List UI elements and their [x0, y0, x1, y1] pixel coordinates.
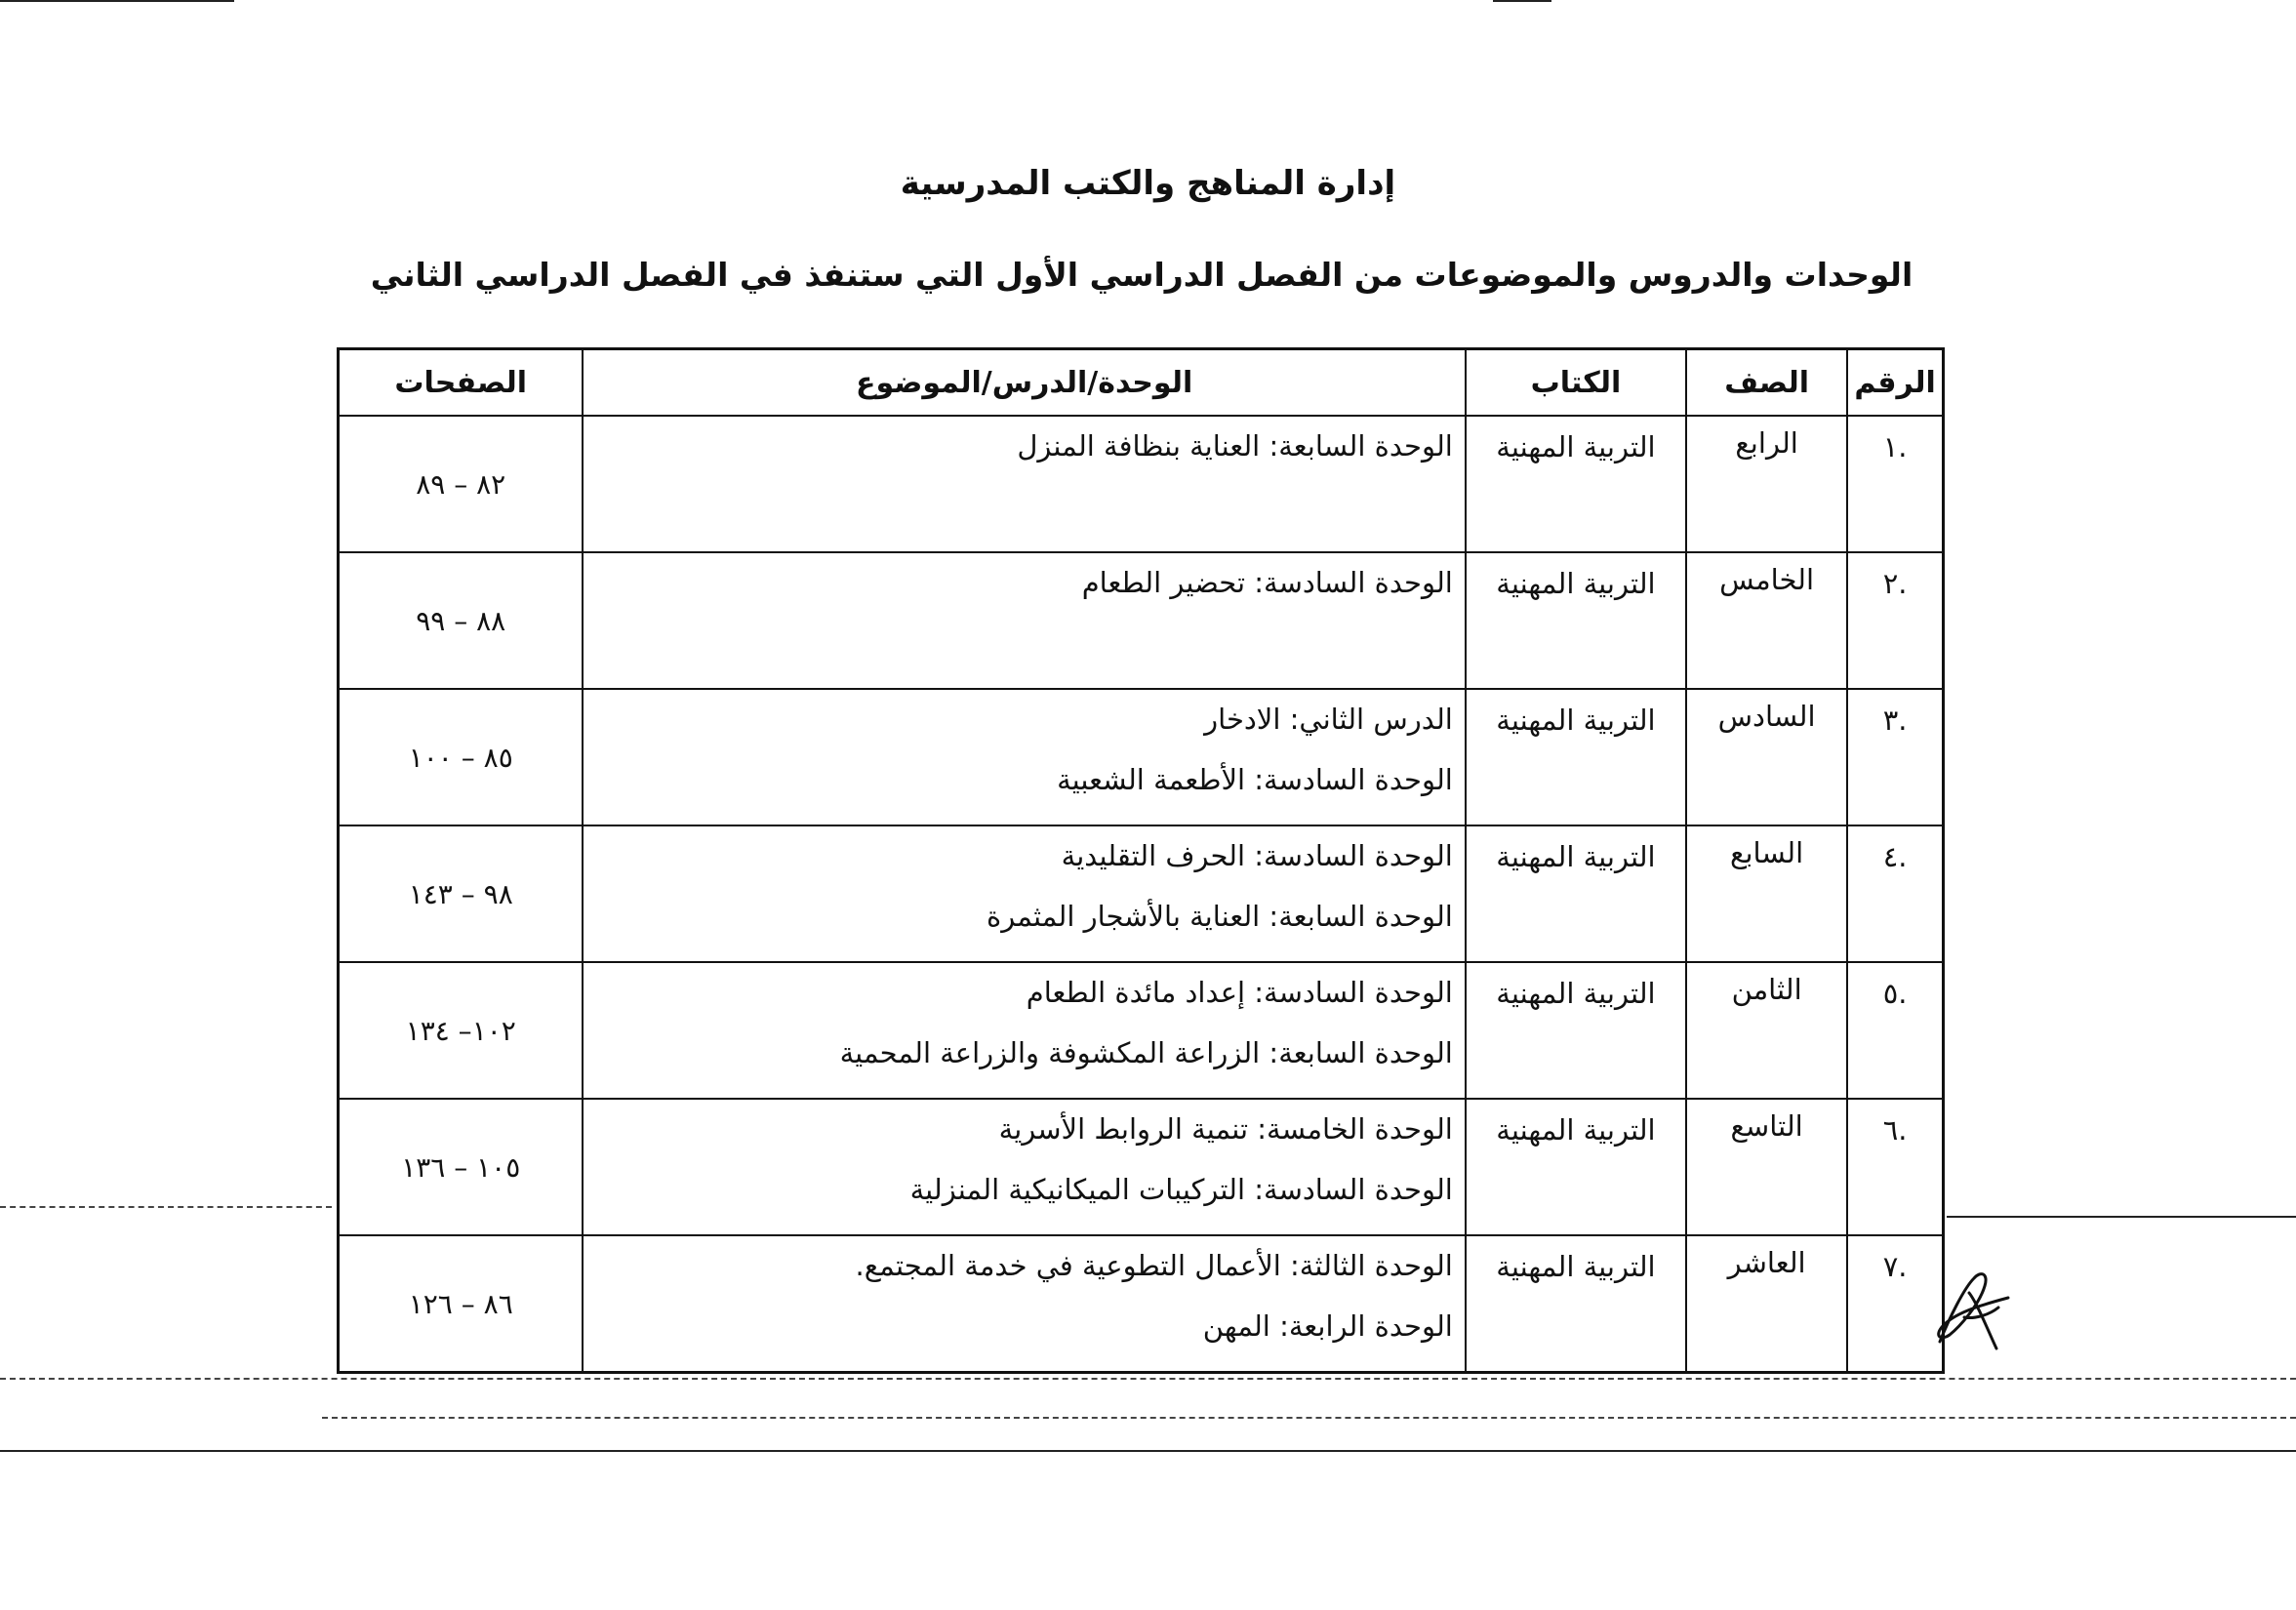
header-book: الكتاب [1466, 349, 1686, 417]
row-topic [583, 825, 1465, 962]
scan-artifact-line-5 [0, 1450, 2296, 1452]
row-grade: الخامس [1686, 552, 1847, 689]
signature-icon [1920, 1259, 2028, 1356]
row-grade: التاسع [1686, 1099, 1847, 1235]
row-topic [583, 689, 1465, 825]
row-grade: السابع [1686, 825, 1847, 962]
table-row [339, 416, 1944, 552]
row-number: .٧ [1847, 1235, 1943, 1373]
scan-artifact-line-4 [322, 1417, 2296, 1419]
topic-line: الوحدة السابعة: العناية بالأشجار المثمرة [987, 900, 1453, 933]
scan-edge-line-top-mid [1493, 0, 1551, 2]
scan-artifact-line-2 [1947, 1216, 2296, 1218]
row-number: .٢ [1847, 552, 1943, 689]
topic-line: الوحدة السادسة: إعداد مائدة الطعام [1026, 976, 1453, 1009]
row-number: .٤ [1847, 825, 1943, 962]
row-pages: ٩٨ – ١٤٣ [339, 825, 584, 962]
scan-artifact-line-1 [0, 1206, 332, 1208]
row-pages: ٨٥ – ١٠٠ [339, 689, 584, 825]
header-number: الرقم [1847, 349, 1943, 417]
topic-line: الوحدة الثالثة: الأعمال التطوعية في خدمة المجتمع. [855, 1249, 1453, 1282]
table-row [339, 689, 1944, 825]
row-number: .١ [1847, 416, 1943, 552]
table-row [339, 962, 1944, 1099]
table-row [339, 1099, 1944, 1235]
scan-artifact-line-3 [0, 1378, 2296, 1380]
table-row [339, 1235, 1944, 1373]
row-number: .٦ [1847, 1099, 1943, 1235]
table-row [339, 825, 1944, 962]
topic-line: الوحدة الرابعة: المهن [1202, 1309, 1453, 1343]
row-topic [583, 1099, 1465, 1235]
row-topic [583, 962, 1465, 1099]
row-grade: الرابع [1686, 416, 1847, 552]
row-number: .٥ [1847, 962, 1943, 1099]
curriculum-table [337, 347, 1945, 1374]
topic-line: الوحدة الخامسة: تنمية الروابط الأسرية [998, 1112, 1453, 1146]
row-book: التربية المهنية [1466, 825, 1686, 962]
row-pages: ٨٢ – ٨٩ [339, 416, 584, 552]
row-book: التربية المهنية [1466, 962, 1686, 1099]
topic-line: الوحدة السادسة: الحرف التقليدية [1061, 839, 1453, 872]
topic-line: الوحدة السادسة: التركيبات الميكانيكية المنزلية [909, 1173, 1453, 1206]
row-topic [583, 552, 1465, 689]
table-header-row [339, 349, 1944, 417]
topic-line: الدرس الثاني: الادخار [1204, 703, 1453, 736]
row-grade: العاشر [1686, 1235, 1847, 1373]
row-pages: ٨٨ – ٩٩ [339, 552, 584, 689]
topic-line: الوحدة السابعة: العناية بنظافة المنزل [1017, 429, 1453, 463]
row-grade: السادس [1686, 689, 1847, 825]
header-pages: الصفحات [339, 349, 584, 417]
row-topic [583, 416, 1465, 552]
topic-line: الوحدة السادسة: تحضير الطعام [1081, 566, 1453, 599]
row-pages: ١٠٢– ١٣٤ [339, 962, 584, 1099]
row-book: التربية المهنية [1466, 689, 1686, 825]
row-grade: الثامن [1686, 962, 1847, 1099]
row-topic [583, 1235, 1465, 1373]
row-book: التربية المهنية [1466, 1235, 1686, 1373]
document-subtitle: الوحدات والدروس والموضوعات من الفصل الدراسي الأول التي ستنفذ في الفصل الدراسي الثاني [370, 256, 1913, 294]
row-pages: ١٠٥ – ١٣٦ [339, 1099, 584, 1235]
header-grade: الصف [1686, 349, 1847, 417]
department-title: إدارة المناهج والكتب المدرسية [900, 164, 1396, 203]
row-number: .٣ [1847, 689, 1943, 825]
row-pages: ٨٦ – ١٢٦ [339, 1235, 584, 1373]
scan-edge-line-top-left [0, 0, 234, 2]
topic-line: الوحدة السادسة: الأطعمة الشعبية [1057, 763, 1453, 796]
row-book: التربية المهنية [1466, 552, 1686, 689]
row-book: التربية المهنية [1466, 1099, 1686, 1235]
header-topic: الوحدة/الدرس/الموضوع [583, 349, 1465, 417]
table-row [339, 552, 1944, 689]
row-book: التربية المهنية [1466, 416, 1686, 552]
topic-line: الوحدة السابعة: الزراعة المكشوفة والزراعة المحمية [839, 1036, 1453, 1069]
